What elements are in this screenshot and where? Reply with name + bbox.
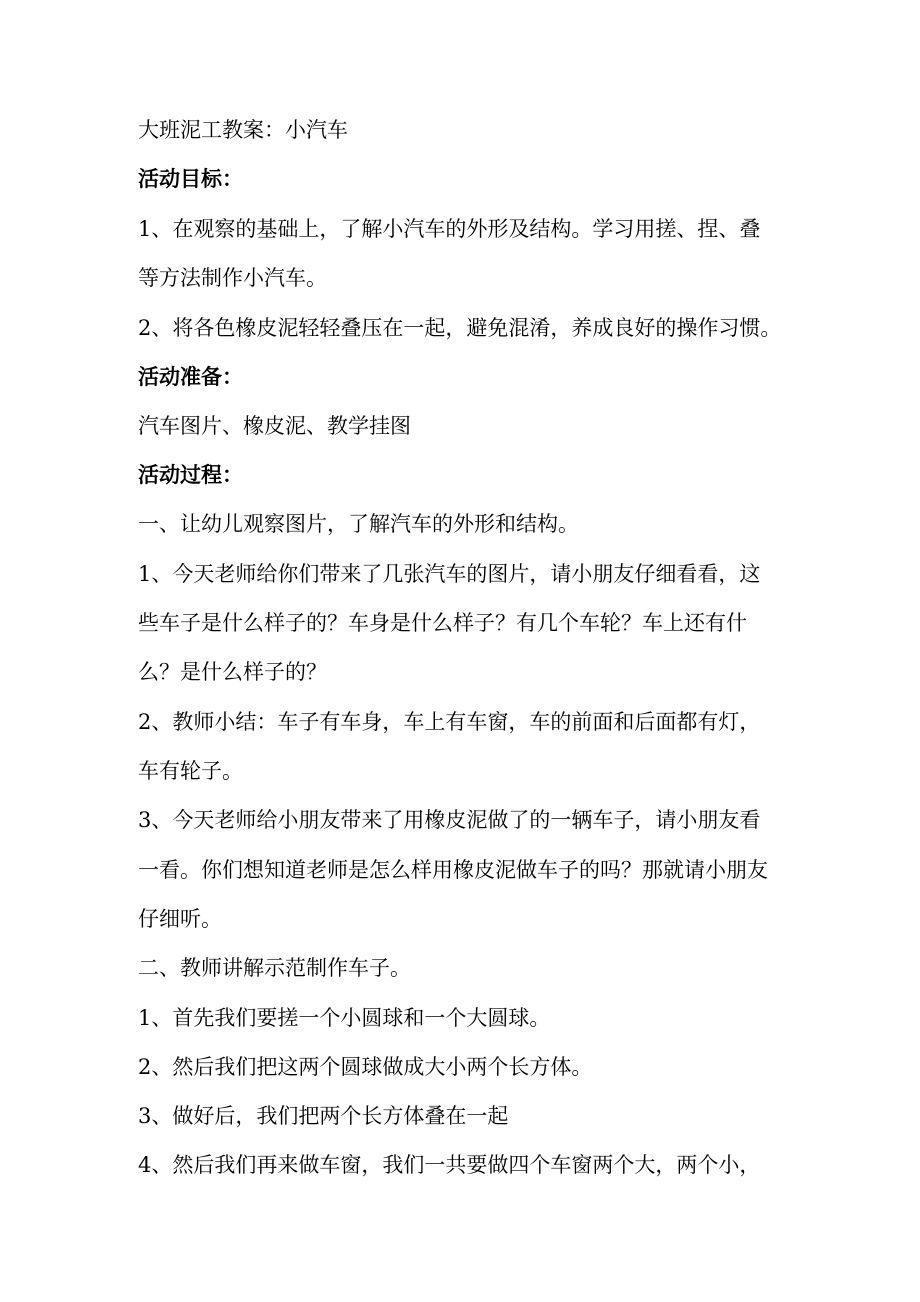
process-line-5: 2、教师小结：车子有车身，车上有车窗，车的前面和后面都有灯， xyxy=(138,710,761,734)
process-line-8: 一看。你们想知道老师是怎么样用橡皮泥做车子的吗？那就请小朋友 xyxy=(138,858,768,882)
process-heading: 活动过程： xyxy=(138,463,243,487)
process-line-6: 车有轮子。 xyxy=(138,759,243,783)
process-line-4: 么？是什么样子的？ xyxy=(138,660,327,684)
goal-line-2: 等方法制作小汽车。 xyxy=(138,266,327,290)
goal-line-3: 2、将各色橡皮泥轻轻叠压在一起，避免混淆，养成良好的操作习惯。 xyxy=(138,316,782,340)
process-line-10: 二、教师讲解示范制作车子。 xyxy=(138,956,411,980)
document-title: 大班泥工教案：小汽车 xyxy=(138,118,348,142)
prep-text: 汽车图片、橡皮泥、教学挂图 xyxy=(138,414,411,438)
process-line-13: 3、做好后，我们把两个长方体叠在一起 xyxy=(138,1104,509,1128)
goals-heading: 活动目标： xyxy=(138,167,243,191)
process-line-2: 1、今天老师给你们带来了几张汽车的图片，请小朋友仔细看看，这 xyxy=(138,562,761,586)
process-line-14: 4、然后我们再来做车窗，我们一共要做四个车窗两个大，两个小， xyxy=(138,1153,761,1177)
prep-heading: 活动准备： xyxy=(138,365,243,389)
process-line-1: 一、让幼儿观察图片，了解汽车的外形和结构。 xyxy=(138,512,579,536)
process-line-9: 仔细听。 xyxy=(138,907,222,931)
goal-line-1: 1、在观察的基础上，了解小汽车的外形及结构。学习用搓、捏、叠 xyxy=(138,217,761,241)
process-line-11: 1、首先我们要搓一个小圆球和一个大圆球。 xyxy=(138,1006,551,1030)
process-line-7: 3、今天老师给小朋友带来了用橡皮泥做了的一辆车子，请小朋友看 xyxy=(138,808,761,832)
process-line-12: 2、然后我们把这两个圆球做成大小两个长方体。 xyxy=(138,1055,593,1079)
process-line-3: 些车子是什么样子的？车身是什么样子？有几个车轮？车上还有什 xyxy=(138,611,747,635)
